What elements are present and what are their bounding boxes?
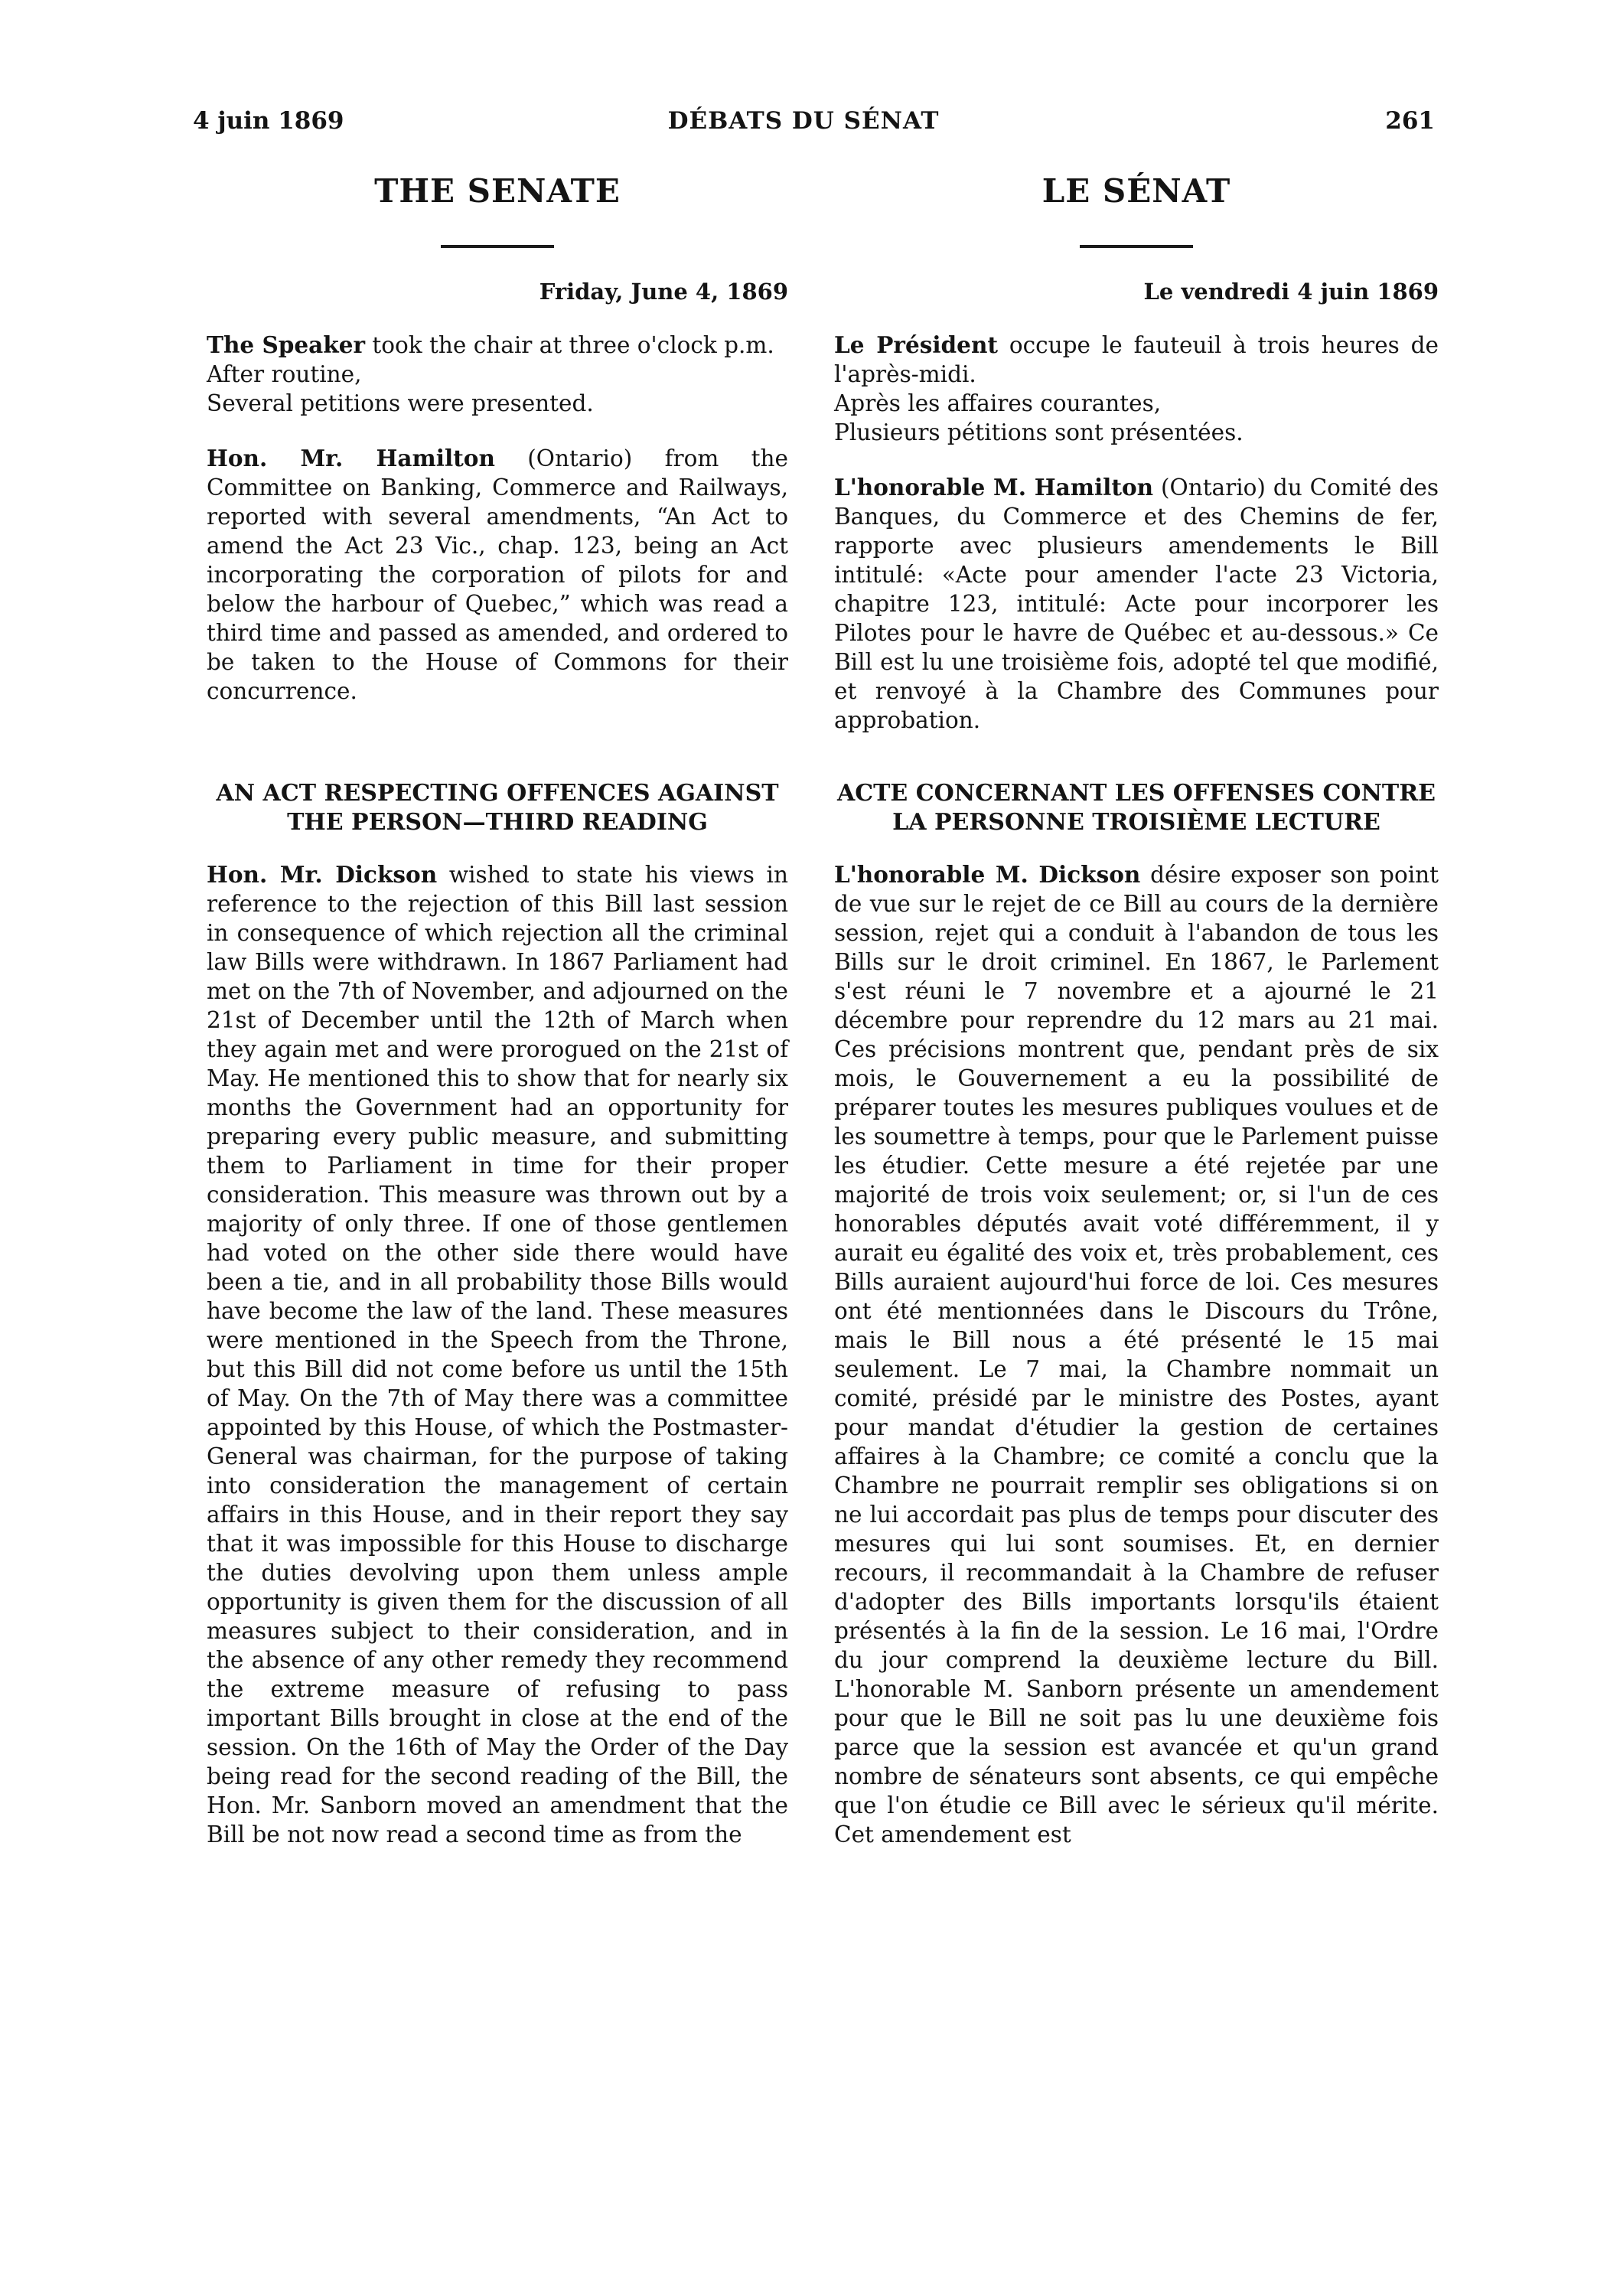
french-dickson-text: désire exposer son point de vue sur le rejet de ce Bill au cours de la dernière session, rejet qui a conduit à l'abandon de tous les Bills sur le droit criminel. En 1867, le Parlement s'est réuni le 7 novembre et a ajourné le 21 décembre pour reprendre du 12 mars au 21 mai. Ces précisions montrent que, pendant près de six mois, le Gouvernement a eu la possibilité de préparer toutes les mesures publiques voulues et de les soumettre à temps, pour que le Parlement puisse les étudier. Cette mesure a été rejetée par une majorité de trois voix seulement; or, si l'un de ces honorables députés avait voté différemment, il y aurait eu égalité des voix et, très probablement, ces Bills auraient aujourd'hui force de loi. Ces mesures ont été mentionnées dans le Discours du Trône, mais le Bill nous a été présenté le 15 mai seulement. Le 7 mai, la Chambre nommait un comité, présidé par le ministre des Postes, ayant pour mandat d'étudier la gestion de certaines affaires à la Chambre; ce comité a conclu que la Chambre ne pourrait remplir ses obligations si on ne lui accordait pas plus de temps pour discuter des mesures qui lui sont soumises. Et, en dernier recours, il recommandait à la Chambre de refuser d'adopter des Bills importants lorsqu'ils étaient présentés à la fin de la session. Le 16 mai, l'Ordre du jour comprend la deuxième lecture du Bill. L'honorable M. Sanborn présente un amendement pour que le Bill ne soit pas lu une deuxième fois parce que la session est avancée et qu'un grand nombre de sénateurs sont absents, ce qui empêche que l'on étudie ce Bill avec le sérieux qu'il mérite. Cet amendement est [834,862,1439,1848]
english-speaker-text: took the chair at three o'clock p.m. [365,332,774,358]
english-hamilton-name: Hon. Mr. Hamilton [207,445,495,471]
french-date: Le vendredi 4 juin 1869 [1143,279,1439,305]
english-date: Friday, June 4, 1869 [539,279,788,305]
page-number: 261 [1385,107,1435,135]
english-dickson-paragraph [207,860,788,1849]
english-title: THE SENATE [374,172,621,210]
english-hamilton-text: (Ontario) from the Committee on Banking, Commerce and Railways, reported with several amendments, “An Act to amend the Act 23 Vic., chap. 123, being an Act incorporating the corporation of pilots for and below the harbour of Quebec,” which was read a third time and passed as amended, and ordered to be taken to the House of Commons for their concurrence. [207,445,788,704]
french-speaker-paragraph [834,331,1439,389]
title-rule [441,245,554,248]
french-hamilton-name: L'honorable M. Hamilton [834,474,1154,501]
title-rule [1080,245,1193,248]
publication-title: DÉBATS DU SÉNAT [667,107,940,135]
french-hamilton-text: (Ontario) du Comité des Banques, du Commerce et des Chemins de fer, rapporte avec plusieurs amendements le Bill intitulé: «Acte pour amender l'acte 23 Victoria, chapitre 123, intitulé: Acte pour incorporer les Pilotes pour le havre de Québec et au-dessous.» Ce Bill est lu une troisième fois, adopté tel que modifié, et renvoyé à la Chambre des Communes pour approbation. [834,475,1439,733]
french-hamilton-paragraph [834,473,1439,735]
french-speaker-text: occupe le fauteuil à trois heures de l'après-midi. [834,332,1439,387]
english-speaker-name: The Speaker [207,331,366,358]
french-routine: Après les affaires courantes, [834,390,1162,416]
english-routine: After routine, [207,361,362,387]
french-dickson-paragraph [834,860,1439,1849]
english-petitions: Several petitions were presented. [207,390,594,416]
english-hamilton-paragraph [207,444,788,706]
header-date: 4 juin 1869 [193,107,344,135]
french-column [834,168,1439,1849]
running-head [0,0,1607,153]
english-dickson-name: Hon. Mr. Dickson [207,861,438,888]
french-section-heading: ACTE CONCERNANT LES OFFENSES CONTRE LA PERSONNE TROISIÈME LECTURE [836,780,1436,836]
french-speaker-name: Le Président [834,331,999,358]
french-dickson-name: L'honorable M. Dickson [834,861,1141,888]
french-title: LE SÉNAT [1041,172,1231,210]
french-petitions: Plusieurs pétitions sont présentées. [834,419,1244,445]
english-dickson-text: wished to state his views in reference to the rejection of this Bill last session in consequence of which rejection all the criminal law Bills were withdrawn. In 1867 Parliament had met on the 7th of November, and adjourned on the 21st of December until the 12th of March when they again met and were prorogued on the 21st of May. He mentioned this to show that for nearly six months the Government had an opportunity for preparing every public measure, and submitting them to Parliament in time for their proper consideration. This measure was thrown out by a majority of only three. If one of those gentlemen had voted on the other side there would have been a tie, and in all probability those Bills would have become the law of the land. These measures were mentioned in the Speech from the Throne, but this Bill did not come before us until the 15th of May. On the 7th of May there was a committee appointed by this House, of which the Postmaster-General was chairman, for the purpose of taking into consideration the management of certain affairs in this House, and in their report they say that it was impossible for this House to discharge the duties devolving upon them unless ample opportunity is given them for the discussion of all measures subject to their consideration, and in the absence of any other remedy they recommend the extreme measure of refusing to pass important Bills brought in close at the end of the session. On the 16th of May the Order of the Day being read for the second reading of the Bill, the Hon. Mr. Sanborn moved an amendment that the Bill be not now read a second time as from the [207,862,788,1848]
english-section-heading: AN ACT RESPECTING OFFENCES AGAINST THE PERSON—THIRD READING [216,780,779,836]
english-speaker-paragraph [207,331,788,360]
english-column [207,168,788,1849]
